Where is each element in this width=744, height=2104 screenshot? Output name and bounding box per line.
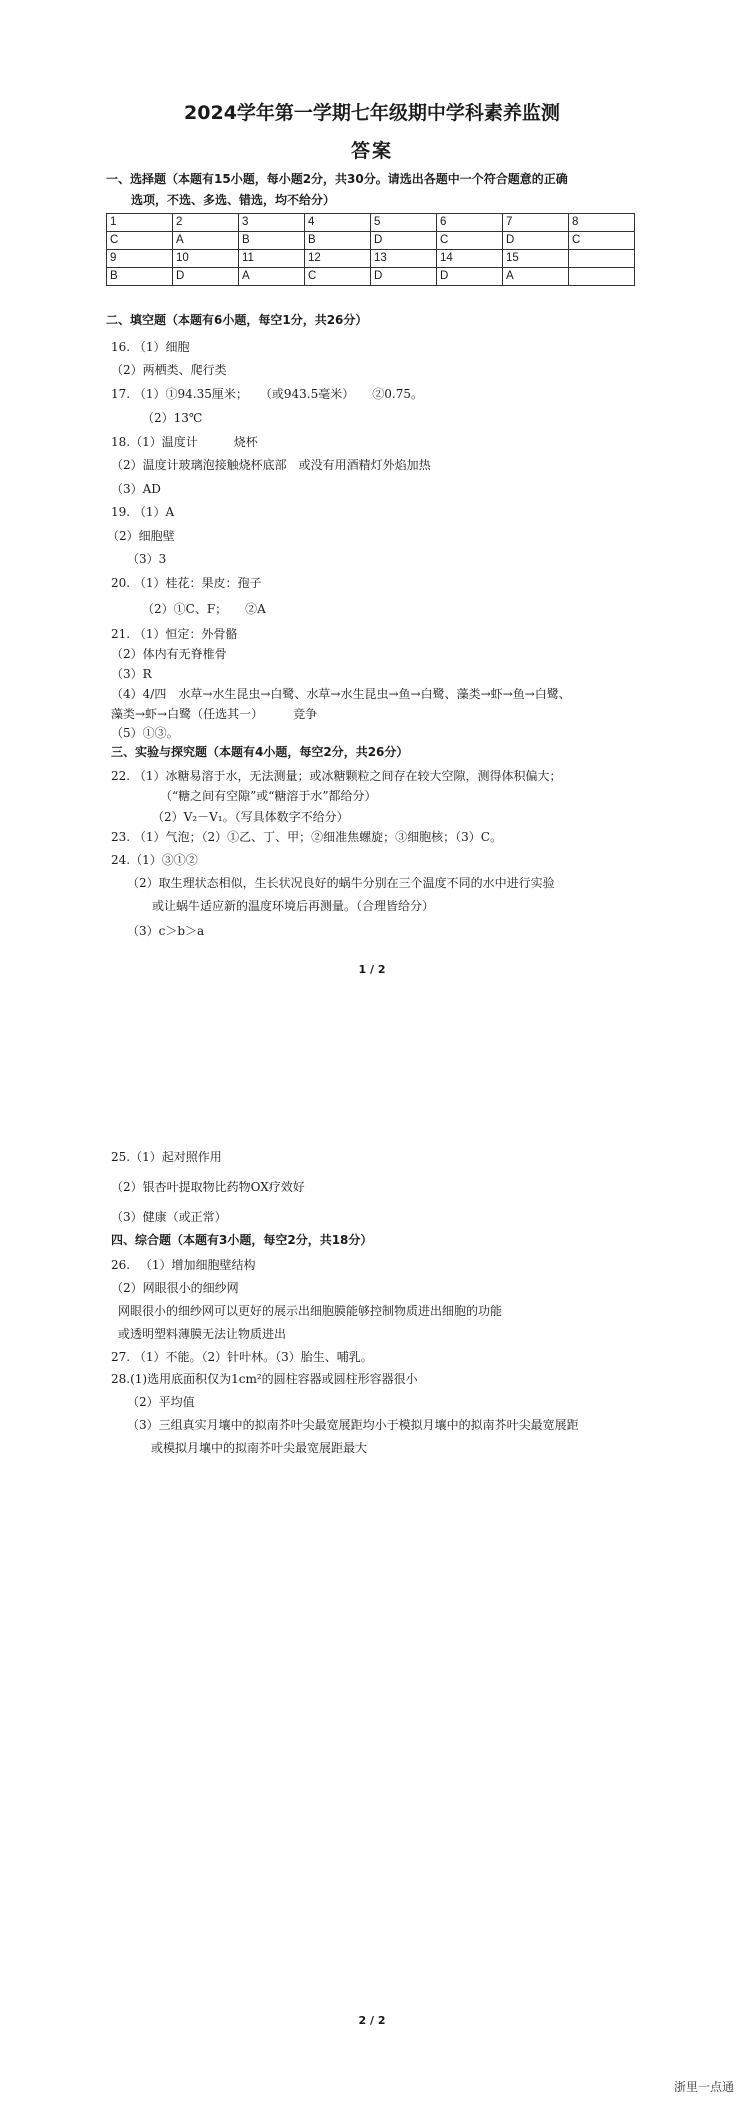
answer-line: （2）两栖类、爬行类 <box>111 363 227 377</box>
answer-line: （4）4/四 水草→水生昆虫→白鹭、水草→水生昆虫→鱼→白鹭、藻类→虾→鱼→白鹭、 <box>111 687 571 701</box>
table-cell: B <box>107 268 173 286</box>
table-cell: B <box>305 232 371 250</box>
table-cell: B <box>239 232 305 250</box>
answer-line: 19. （1）A <box>111 505 175 519</box>
table-cell: 7 <box>503 214 569 232</box>
answer-line: （2）银杏叶提取物比药物OX疗效好 <box>111 1180 305 1194</box>
section4-heading: 四、综合题（本题有3小题，每空2分，共18分） <box>111 1233 373 1247</box>
answer-line: 或透明塑料薄膜无法让物质进出 <box>118 1327 287 1341</box>
answer-line: 17. （1）①94.35厘米； （或943.5毫米） ②0.75。 <box>111 387 423 401</box>
table-cell: 15 <box>503 250 569 268</box>
table-cell: 6 <box>437 214 503 232</box>
answer-line: （2）体内有无脊椎骨 <box>111 647 227 661</box>
answer-line: 或让蜗牛适应新的温度环境后再测量。（合理皆给分） <box>152 899 435 913</box>
table-cell: C <box>569 232 635 250</box>
table-row <box>107 268 635 286</box>
table-cell: D <box>371 232 437 250</box>
section1-heading: 一、选择题（本题有15小题，每小题2分，共30分。请选出各题中一个符合题意的正确 <box>106 172 568 186</box>
table-cell: 4 <box>305 214 371 232</box>
answer-line: 藻类→虾→白鹭（任选其一） 竞争 <box>111 707 318 721</box>
answer-line: 26. （1）增加细胞壁结构 <box>111 1258 256 1272</box>
answer-line: （2）温度计玻璃泡接触烧杯底部 或没有用酒精灯外焰加热 <box>111 458 431 472</box>
table-cell: 14 <box>437 250 503 268</box>
answer-line: 28.(1)选用底面积仅为1cm²的圆柱容器或圆柱形容器很小 <box>111 1372 418 1386</box>
answer-line: （3）3 <box>127 552 167 566</box>
table-cell: 9 <box>107 250 173 268</box>
table-cell: 11 <box>239 250 305 268</box>
table-cell: 8 <box>569 214 635 232</box>
page-subtitle: 答案 <box>350 140 393 162</box>
table-cell: C <box>107 232 173 250</box>
answer-line: （3）三组真实月壤中的拟南芥叶尖最宽展距均小于模拟月壤中的拟南芥叶尖最宽展距 <box>127 1418 579 1432</box>
table-cell: C <box>437 232 503 250</box>
answer-line: （5）①③。 <box>111 726 179 740</box>
answer-line: 27. （1）不能。（2）针叶林。（3）胎生、哺乳。 <box>111 1350 373 1364</box>
page-number: 1 / 2 <box>358 963 386 976</box>
table-cell: D <box>437 268 503 286</box>
table-row <box>107 214 635 232</box>
table-cell <box>569 250 635 268</box>
answer-line: （2）①C、F； ②A <box>142 602 266 616</box>
table-cell: A <box>239 268 305 286</box>
section2-heading: 二、填空题（本题有6小题，每空1分，共26分） <box>106 313 368 327</box>
table-cell: D <box>173 268 239 286</box>
answer-line: （3）c＞b＞a <box>127 924 205 938</box>
table-cell: 3 <box>239 214 305 232</box>
table-cell: 12 <box>305 250 371 268</box>
table-cell: D <box>371 268 437 286</box>
table-cell: 5 <box>371 214 437 232</box>
answer-line: （2）网眼很小的细纱网 <box>111 1281 239 1295</box>
table-row <box>107 232 635 250</box>
answer-line: （3）AD <box>111 482 161 496</box>
section3-heading: 三、实验与探究题（本题有4小题，每空2分，共26分） <box>111 745 409 759</box>
table-cell: 10 <box>173 250 239 268</box>
table-row <box>107 250 635 268</box>
table-cell <box>569 268 635 286</box>
table-cell: D <box>503 232 569 250</box>
answer-line: 24.（1）③①② <box>111 853 198 867</box>
table-cell: 1 <box>107 214 173 232</box>
table-cell: A <box>173 232 239 250</box>
table-cell: C <box>305 268 371 286</box>
answer-line: （3）R <box>111 667 152 681</box>
answer-line: （“糖之间有空隙”或“糖溶于水”都给分） <box>160 789 377 803</box>
watermark: 浙里一点通 <box>673 2080 734 2094</box>
answer-line: （2）取生理状态相似，生长状况良好的蜗牛分别在三个温度不同的水中进行实验 <box>127 876 555 890</box>
table-cell: A <box>503 268 569 286</box>
answer-line: 23. （1）气泡；（2）①乙、丁、甲；②细准焦螺旋；③细胞核；（3）C。 <box>111 830 502 844</box>
answer-line: 或模拟月壤中的拟南芥叶尖最宽展距最大 <box>151 1441 368 1455</box>
page-title: 2024学年第一学期七年级期中学科素养监测 <box>184 102 560 124</box>
table-cell: 13 <box>371 250 437 268</box>
page-number: 2 / 2 <box>358 2014 386 2027</box>
section1-heading-cont: 选项，不选、多选、错选，均不给分） <box>131 193 336 207</box>
answer-line: 21. （1）恒定：外骨骼 <box>111 627 238 641</box>
table-cell: 2 <box>173 214 239 232</box>
answer-line: 20. （1）桂花：果皮：孢子 <box>111 576 262 590</box>
answer-line: 22. （1）冰糖易溶于水，无法测量；或冰糖颗粒之间存在较大空隙，测得体积偏大； <box>111 769 562 783</box>
answer-line: 25.（1）起对照作用 <box>111 1150 222 1164</box>
answer-line: （2）细胞壁 <box>107 529 175 543</box>
answer-line: （2）13℃ <box>142 411 203 425</box>
answer-line: 网眼很小的细纱网可以更好的展示出细胞膜能够控制物质进出细胞的功能 <box>118 1304 503 1318</box>
answer-line: （2）V₂－V₁。（写具体数字不给分） <box>152 810 349 824</box>
answer-line: （2）平均值 <box>127 1395 195 1409</box>
answer-table <box>106 213 635 286</box>
answer-line: 16. （1）细胞 <box>111 340 190 354</box>
answer-line: 18.（1）温度计 烧杯 <box>111 435 258 449</box>
answer-line: （3）健康（或正常） <box>111 1210 227 1224</box>
